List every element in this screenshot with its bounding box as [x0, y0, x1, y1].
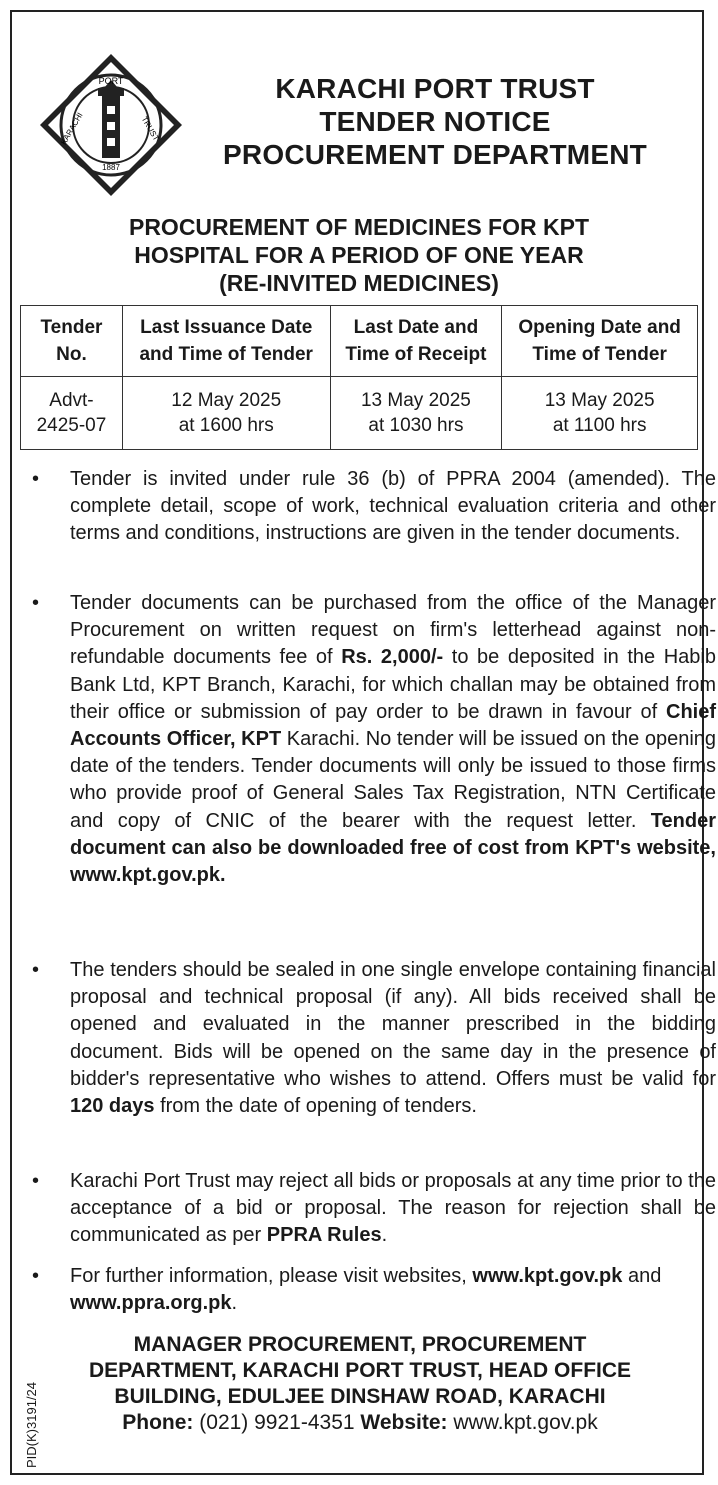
link-kpt-website[interactable]: www.kpt.gov.pk — [472, 1265, 623, 1287]
phone-number: (021) 9921-4351 — [193, 1411, 361, 1434]
kpt-logo-emblem — [36, 50, 186, 200]
tender-subject — [20, 213, 698, 297]
subject-line-3: (RE-INVITED MEDICINES) — [219, 270, 499, 296]
link-ppra-website[interactable]: www.ppra.org.pk — [70, 1292, 232, 1315]
bullet-text: Tender documents can be purchased from the office of the Manager Procurement on written request on firm's letterhead against non-refundable documents fee of Rs. 2,000/- to be deposited in the Habib Bank Ltd, KPT Branch, Karachi, for which challan may be obtained from their office or submission of pay order to be drawn in favour of Chief Accounts Officer, KPT Karachi. No tender will be issued on the opening date of the tenders. Tender documents will only be issued to those firms who provide proof of General Sales Tax Registration, NTN Certificate and copy of CNIC of the bearer with the request letter. Tender document can also be downloaded free of cost from KPT's website, www.kpt.gov.pk. — [70, 592, 717, 887]
bullet-icon: • — [32, 1265, 40, 1287]
footer-line-2: DEPARTMENT, KARACHI PORT TRUST, HEAD OFFICE — [88, 1359, 632, 1382]
bullet-text: Karachi Port Trust may reject all bids or proposals at any time prior to the acceptance of a bid or proposal. The reason for rejection shall be communicated as per PPRA Rules. — [70, 1170, 716, 1247]
cell-last-issuance: 12 May 2025 at 1600 hrs — [122, 377, 330, 450]
footer-line-1: MANAGER PROCUREMENT, PROCUREMENT — [133, 1333, 587, 1356]
bullet-text: The tenders should be sealed in one single envelope containing financial proposal and technical proposal (if any). All bids received shall be opened and evaluated in the manner prescribed in the bidding document. Bids will be opened on the same day in the presence of bidder's representative who wishes to attend. Offers must be valid for 120 days from the date of opening of tenders. — [70, 959, 716, 1118]
header-last-receipt: Last Date and Time of Receipt — [330, 306, 502, 377]
department-name: PROCUREMENT DEPARTMENT — [223, 139, 647, 170]
logo-right-text: TRUST — [139, 114, 161, 143]
tender-schedule-table — [20, 305, 698, 450]
org-name: KARACHI PORT TRUST — [275, 73, 595, 104]
bullet-text: Tender is invited under rule 36 (b) of PPRA 2004 (amended). The complete detail, scope of work, technical evaluation criteria and other terms and conditions, instructions are given in the tender documents. — [70, 468, 716, 545]
bullet-icon: • — [32, 468, 40, 490]
footer-line-3: BUILDING, EDULJEE DINSHAW ROAD, KARACHI — [114, 1385, 606, 1408]
cell-last-receipt: 13 May 2025 at 1030 hrs — [330, 377, 502, 450]
logo-top-text: PORT — [98, 76, 124, 86]
website-label: Website: — [360, 1411, 448, 1434]
subject-line-1: PROCUREMENT OF MEDICINES FOR KPT — [128, 214, 589, 240]
bullet-icon: • — [32, 959, 40, 981]
logo-left-text: KARACHI — [59, 111, 85, 147]
notice-header — [200, 72, 670, 171]
notice-type: TENDER NOTICE — [319, 106, 551, 137]
header-opening: Opening Date and Time of Tender — [502, 306, 698, 377]
table-header-row — [21, 306, 698, 377]
phone-label: Phone: — [122, 1411, 194, 1434]
table-row — [21, 377, 698, 450]
contact-footer — [70, 1332, 650, 1436]
cell-tender-no: Advt- 2425-07 — [21, 377, 123, 450]
header-last-issuance: Last Issuance Date and Time of Tender — [122, 306, 330, 377]
website-link[interactable]: www.kpt.gov.pk — [447, 1411, 598, 1434]
subject-line-2: HOSPITAL FOR A PERIOD OF ONE YEAR — [134, 242, 584, 268]
header-tender-no: Tender No. — [21, 306, 123, 377]
bullet-icon: • — [32, 592, 40, 614]
bullet-text: For further information, please visit websites, www.kpt.gov.pk and www.ppra.org.pk. — [70, 1265, 662, 1315]
publication-id: PID(K)3191/24 — [24, 1382, 39, 1468]
footer-contact-line — [70, 1410, 650, 1436]
logo-year: 1887 — [102, 163, 120, 172]
bullet-icon: • — [32, 1170, 40, 1192]
cell-opening: 13 May 2025 at 1100 hrs — [502, 377, 698, 450]
